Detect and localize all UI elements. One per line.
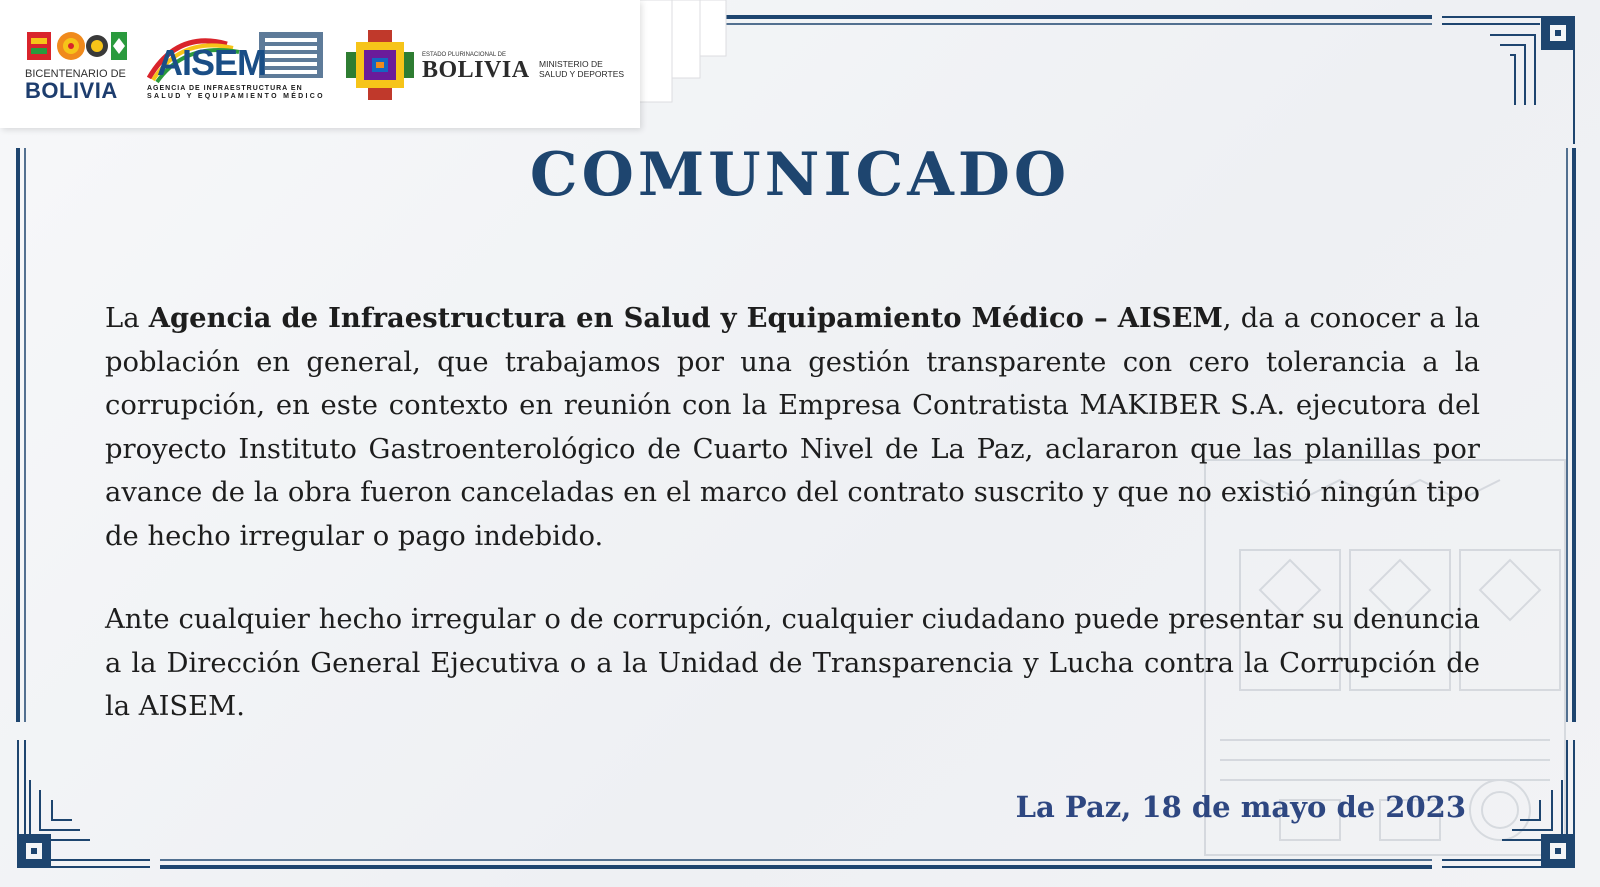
aisem-subtitle-line1: AGENCIA DE INFRAESTRUCTURA EN — [147, 85, 303, 92]
place-and-date: La Paz, 18 de mayo de 2023 — [1015, 790, 1466, 824]
paragraph-1-agency-name: Agencia de Infraestructura en Salud y Equipamiento Médico – AISEM — [148, 302, 1223, 334]
bicentenario-label: BICENTENARIO DE — [25, 68, 126, 80]
bicentenario-emblem-icon — [27, 30, 127, 64]
paragraph-2: Ante cualquier hecho irregular o de corrupción, cualquier ciudadano puede presentar su denuncia a la Dirección General Ejecutiva o a la Unidad de Transparencia y Lucha contra la Corrupción de la AISEM. — [105, 604, 1480, 723]
aisem-logo — [147, 30, 332, 102]
paragraph-1-body: , da a conocer a la población en general, que trabajamos por una gestión transparente con cero tolerancia a la corrupción, en este contexto en reunión con la Empresa Contratista MAKIBER S.A. ejecutora del proyecto Instituto Gastroenterológico de Cuarto Nivel de La Paz, aclararon que las planillas por avance de la obra fueron canceladas en el marco del contrato suscrito y que no existió ningún tipo de hecho irregular o pago indebido. — [105, 303, 1480, 552]
aisem-wordmark: AISEM — [157, 42, 267, 83]
ministerio-label — [539, 59, 639, 79]
bicentenario-logo — [22, 30, 132, 102]
estado-plurinacional-logo — [346, 30, 530, 100]
page-title: COMUNICADO — [529, 140, 1071, 210]
bicentenario-country: BOLIVIA — [25, 78, 118, 103]
estado-plurinacional-label: ESTADO PLURINACIONAL DE — [422, 52, 507, 58]
chakana-emblem-icon — [346, 30, 414, 100]
paragraph-1-lead: La — [105, 303, 149, 334]
estado-bolivia-label: BOLIVIA — [422, 57, 530, 83]
ministerio-line1: MINISTERIO DE — [539, 59, 603, 69]
ministerio-line2: SALUD Y DEPORTES — [539, 69, 625, 79]
corner-ornament-top-right — [1442, 17, 1574, 144]
corner-ornament-bottom-left — [18, 740, 150, 867]
aisem-subtitle-line2: SALUD Y EQUIPAMIENTO MÉDICO — [147, 93, 325, 100]
paragraph-1 — [105, 297, 1480, 559]
